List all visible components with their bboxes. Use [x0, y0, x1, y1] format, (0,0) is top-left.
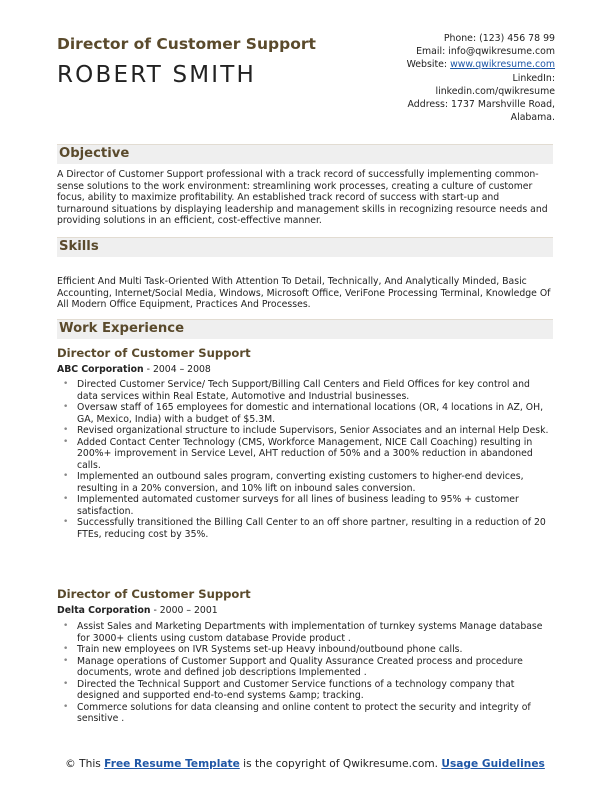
- bullet-text: Assist Sales and Marketing Departments with implementation of turnkey systems Manage database for 3000+ clients using custom database Provide product .: [77, 621, 543, 644]
- bullet-icon: •: [63, 701, 69, 712]
- list-item: [57, 379, 553, 402]
- bullet-icon: •: [63, 678, 69, 689]
- contact-linkedin-value: linkedin.com/qwikresume: [435, 85, 555, 97]
- bullet-icon: •: [63, 644, 69, 654]
- footer-prefix: © This: [65, 758, 105, 770]
- contact-website: [325, 58, 555, 71]
- bullet-text: Manage operations of Customer Support and Quality Assurance Created process and procedure documents, wrote and defined job descriptions Implemented .: [77, 655, 523, 678]
- bullet-text: Revised organizational structure to include Supervisors, Senior Associates and an internal Help Desk.: [77, 425, 549, 436]
- bullet-text: Train new employees on IVR Systems set-up Heavy inbound/outbound phone calls.: [77, 644, 463, 655]
- bullet-icon: •: [63, 402, 69, 412]
- work-section-header: [57, 319, 553, 339]
- bullet-icon: •: [63, 621, 69, 631]
- job-2-bullets: [57, 621, 553, 725]
- job-2-title: Director of Customer Support: [57, 587, 251, 601]
- work-heading: Work Experience: [59, 321, 185, 336]
- contact-phone: [325, 32, 555, 45]
- contact-linkedin-label: LinkedIn:: [512, 72, 555, 84]
- skills-section-header: [57, 237, 553, 257]
- bullet-text: Implemented an outbound sales program, converting existing customers to higher-end devices, resulting in a 20% conversion, and 10% lift on inbound sales conversion.: [77, 471, 524, 494]
- bullet-icon: •: [63, 471, 69, 481]
- list-item: [57, 621, 553, 644]
- bullet-icon: •: [63, 436, 69, 447]
- bullet-text: Directed Customer Service/ Tech Support/Billing Call Centers and Field Offices for key control and data services within Real Estate, Automotive and Industrial businesses.: [77, 379, 530, 402]
- bullet-text: Implemented automated customer surveys for all lines of business leading to 95% + customer satisfaction.: [77, 494, 519, 517]
- bullet-text: Directed the Technical Support and Customer Service functions of a technology company that designed and supported end-to-end systems &amp; tracking.: [77, 678, 515, 701]
- job-2-dates: - 2000 – 2001: [150, 605, 218, 616]
- job-1-company-line: [57, 364, 211, 375]
- resume-header: [57, 32, 555, 132]
- email-value: info@qwikresume.com: [448, 46, 555, 58]
- email-label: Email:: [416, 46, 446, 58]
- contact-block: [325, 32, 555, 124]
- phone-label: Phone:: [443, 33, 477, 44]
- job-1-bullets: [57, 379, 553, 540]
- phone-value: (123) 456 78 99: [479, 33, 555, 44]
- list-item: [57, 517, 553, 540]
- job-1-company: ABC Corporation: [57, 364, 144, 375]
- list-item: [57, 679, 553, 702]
- skills-heading: Skills: [59, 239, 99, 254]
- copyright-footer: [57, 757, 553, 771]
- website-label: Website:: [406, 59, 448, 71]
- footer-middle: is the copyright of Qwikresume.com.: [239, 758, 442, 770]
- bullet-text: Added Contact Center Technology (CMS, Workforce Management, NICE Call Coaching) resulting in 200%+ improvement in Service Level, AHT reduction of 50% and a 300% reduction in abandoned calls.: [77, 436, 533, 471]
- list-item: [57, 656, 553, 679]
- candidate-name: ROBERT SMITH: [57, 62, 257, 88]
- address-line1: 1737 Marshville Road,: [451, 99, 555, 111]
- address-line2: Alabama.: [510, 112, 555, 124]
- contact-email: [325, 45, 555, 58]
- list-item: [57, 437, 553, 472]
- contact-address: [325, 98, 555, 111]
- list-item: [57, 494, 553, 517]
- job-title: Director of Customer Support: [57, 35, 316, 53]
- list-item: [57, 644, 553, 656]
- list-item: [57, 702, 553, 725]
- list-item: [57, 471, 553, 494]
- usage-guidelines-link[interactable]: Usage Guidelines: [441, 758, 545, 770]
- bullet-icon: •: [63, 379, 69, 389]
- skills-text: Efficient And Multi Task-Oriented With Attention To Detail, Technically, And Analytically Minded, Basic Accounting, Internet/Social Media, Windows, Microsoft Office, VeriFone Processing Terminal, Knowledge Of All Modern Office Equipment, Practices And Processes.: [57, 276, 551, 310]
- bullet-icon: •: [63, 494, 69, 504]
- bullet-icon: •: [63, 425, 69, 435]
- free-resume-template-link[interactable]: Free Resume Template: [104, 758, 240, 770]
- job-1-title: Director of Customer Support: [57, 346, 251, 360]
- job-2-company-line: [57, 605, 218, 616]
- objective-section-header: [57, 144, 553, 164]
- bullet-text: Successfully transitioned the Billing Call Center to an off shore partner, resulting in a reduction of 20 FTEs, reducing cost by 35%.: [77, 517, 546, 540]
- bullet-icon: •: [63, 517, 69, 527]
- list-item: [57, 402, 553, 425]
- bullet-text: Oversaw staff of 165 employees for domestic and international locations (OR, 4 locations in AZ, OH, GA, Mexico, India) with a budget of $5.3M.: [77, 402, 544, 425]
- website-link[interactable]: www.qwikresume.com: [450, 59, 555, 71]
- job-1-dates: - 2004 – 2008: [143, 364, 211, 375]
- list-item: [57, 425, 553, 437]
- objective-heading: Objective: [59, 146, 130, 161]
- bullet-icon: •: [63, 655, 69, 666]
- objective-text: A Director of Customer Support professional with a track record of successfully implementing common-sense solutions to the work environment: streamlining work processes, creating a culture of customer focus, ability to maximize profitability. An established track record of success with start-up and turnaround situations by displaying leadership and management skills in recognizing resource needs and providing solutions in an efficient, cost-effective manner.: [57, 169, 548, 226]
- address-label: Address:: [407, 99, 449, 111]
- bullet-text: Commerce solutions for data cleansing and online content to protect the security and integrity of sensitive .: [77, 701, 531, 724]
- job-2-company: Delta Corporation: [57, 605, 151, 616]
